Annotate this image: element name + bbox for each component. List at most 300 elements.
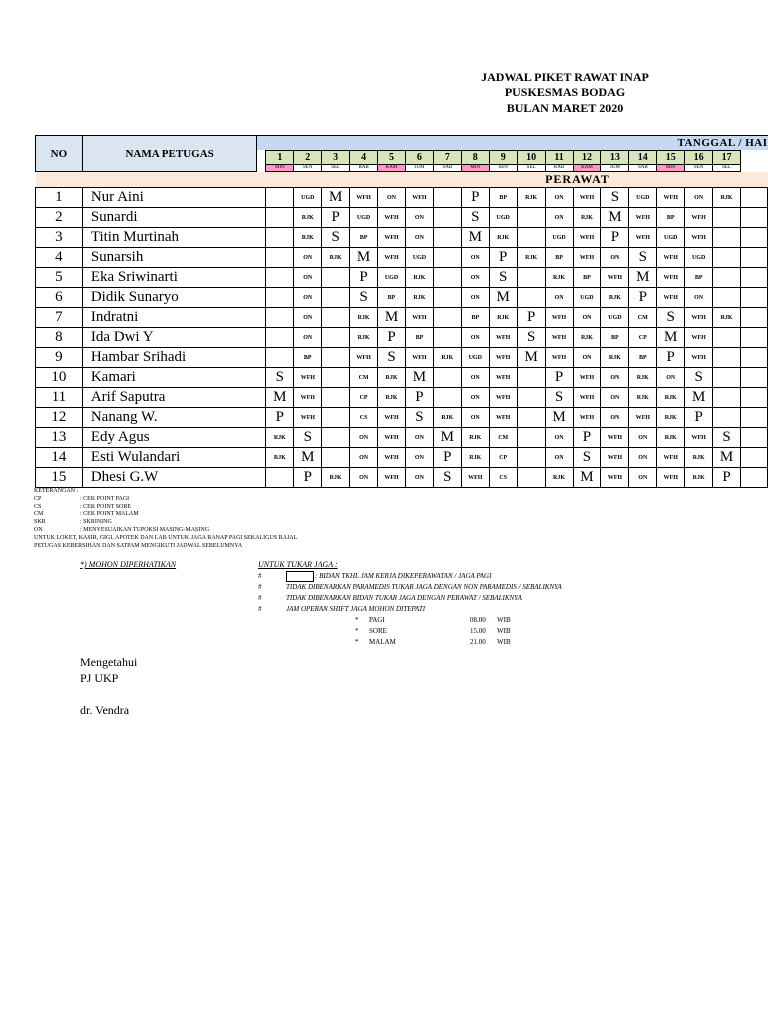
shift-cell: RJK bbox=[433, 348, 461, 368]
shift-cell: WFH bbox=[405, 348, 433, 368]
table-row bbox=[36, 308, 768, 328]
shift-cell: UGD bbox=[629, 188, 657, 208]
shift-cell: M bbox=[489, 288, 517, 308]
shift-cell: WFH bbox=[601, 428, 629, 448]
shift-cell: RJK bbox=[713, 188, 741, 208]
shift-name: PAGI bbox=[369, 616, 385, 624]
shift-cell bbox=[322, 328, 350, 348]
section-label-perawat: PERAWAT bbox=[545, 172, 767, 188]
shift-cell: UGD bbox=[601, 308, 629, 328]
shift-cell: M bbox=[573, 468, 601, 488]
shift-cell: WFH bbox=[378, 248, 406, 268]
trailing-cell bbox=[741, 308, 768, 328]
shift-cell: CS bbox=[489, 468, 517, 488]
shift-cell: P bbox=[685, 408, 713, 428]
shift-name: MALAM bbox=[369, 638, 396, 646]
notes-line-2: PETUGAS KEBERSIHAN DAN SATPAM MENGIKUTI JADWAL SEBELUMNYA bbox=[34, 542, 243, 549]
shift-cell: ON bbox=[601, 248, 629, 268]
clinic-name: PUSKESMAS BODAG bbox=[504, 85, 626, 99]
shift-cell: ON bbox=[294, 268, 322, 288]
shift-cell: UGD bbox=[461, 348, 489, 368]
shift-cell: WFH bbox=[405, 308, 433, 328]
shift-cell: UGD bbox=[405, 248, 433, 268]
spacer-cell bbox=[741, 151, 768, 165]
shift-cell bbox=[266, 348, 294, 368]
shift-cell: ON bbox=[629, 448, 657, 468]
shift-cell: S bbox=[601, 188, 629, 208]
day-number: 14 bbox=[629, 151, 657, 165]
legend-item bbox=[34, 527, 297, 535]
shift-cell: ON bbox=[350, 468, 378, 488]
shift-cell: P bbox=[461, 188, 489, 208]
shift-cell: WFH bbox=[350, 348, 378, 368]
table-row bbox=[36, 188, 768, 208]
legend-value: : MENYESUAIKAN TUPOKSI MASING-MASING bbox=[80, 526, 210, 533]
day-number: 5 bbox=[378, 151, 406, 165]
day-name: MIN bbox=[266, 165, 294, 172]
shift-cell: CM bbox=[629, 308, 657, 328]
shift-cell: M bbox=[378, 308, 406, 328]
shift-cell: WFH bbox=[294, 368, 322, 388]
table-row bbox=[36, 388, 768, 408]
day-number: 11 bbox=[545, 151, 573, 165]
shift-cell: UGD bbox=[489, 208, 517, 228]
shift-unit: WIB bbox=[497, 616, 511, 624]
shift-cell: ON bbox=[685, 188, 713, 208]
shift-cell: BP bbox=[545, 248, 573, 268]
shift-cell: RJK bbox=[573, 208, 601, 228]
shift-cell bbox=[266, 468, 294, 488]
shift-cell: M bbox=[629, 268, 657, 288]
shift-cell: RJK bbox=[489, 308, 517, 328]
shift-cell: ON bbox=[350, 448, 378, 468]
shift-cell bbox=[322, 388, 350, 408]
staff-name: Titin Murtinah bbox=[82, 228, 266, 248]
shift-cell: RJK bbox=[405, 268, 433, 288]
spacer-cell bbox=[257, 151, 266, 165]
shift-cell bbox=[266, 208, 294, 228]
shift-cell: WFH bbox=[573, 408, 601, 428]
table-row bbox=[36, 448, 768, 468]
shift-cell: BP bbox=[378, 288, 406, 308]
day-name: SEN bbox=[685, 165, 713, 172]
shift-cell: RJK bbox=[322, 248, 350, 268]
shift-cell: ON bbox=[461, 268, 489, 288]
shift-cell bbox=[433, 328, 461, 348]
shift-cell: P bbox=[601, 228, 629, 248]
shift-cell: BP bbox=[405, 328, 433, 348]
shift-cell: ON bbox=[405, 468, 433, 488]
shift-cell: BP bbox=[294, 348, 322, 368]
shift-cell bbox=[713, 228, 741, 248]
shift-cell: S bbox=[294, 428, 322, 448]
day-name: SEN bbox=[294, 165, 322, 172]
shift-cell: ON bbox=[573, 308, 601, 328]
trailing-cell bbox=[741, 268, 768, 288]
legend-item bbox=[34, 496, 297, 504]
day-name: MIN bbox=[461, 165, 489, 172]
column-header-name: NAMA PETUGAS bbox=[82, 136, 257, 172]
staff-name: Didik Sunaryo bbox=[82, 288, 266, 308]
day-number: 7 bbox=[433, 151, 461, 165]
shift-cell: BP bbox=[350, 228, 378, 248]
shift-cell: P bbox=[545, 368, 573, 388]
day-name: JUM bbox=[405, 165, 433, 172]
shift-cell: RJK bbox=[657, 388, 685, 408]
shift-cell: ON bbox=[601, 388, 629, 408]
shift-cell: RJK bbox=[378, 388, 406, 408]
swap-duty-heading: UNTUK TUKAR JAGA : bbox=[258, 560, 338, 569]
shift-cell bbox=[266, 228, 294, 248]
shift-cell: WFH bbox=[657, 468, 685, 488]
day-name: SAB bbox=[629, 165, 657, 172]
shift-time-row bbox=[355, 638, 517, 646]
staff-name: Nanang W. bbox=[82, 408, 266, 428]
shift-cell: ON bbox=[461, 328, 489, 348]
shift-cell: P bbox=[629, 288, 657, 308]
rule-item bbox=[258, 605, 425, 613]
column-header-tanggal: TANGGAL / HAI bbox=[257, 136, 768, 151]
trailing-cell bbox=[741, 188, 768, 208]
shift-cell: P bbox=[433, 448, 461, 468]
trailing-cell bbox=[741, 408, 768, 428]
shift-cell: RJK bbox=[461, 448, 489, 468]
shift-cell: WFH bbox=[629, 408, 657, 428]
staff-name: Indratni bbox=[82, 308, 266, 328]
day-number: 13 bbox=[601, 151, 629, 165]
staff-name: Arif Saputra bbox=[82, 388, 266, 408]
shift-cell: WFH bbox=[461, 468, 489, 488]
table-row bbox=[36, 368, 768, 388]
shift-cell: RJK bbox=[713, 308, 741, 328]
trailing-cell bbox=[741, 368, 768, 388]
shift-cell bbox=[433, 308, 461, 328]
shift-time: 21.00 bbox=[470, 638, 486, 646]
shift-cell: M bbox=[657, 328, 685, 348]
day-name: SEL bbox=[713, 165, 741, 172]
trailing-cell bbox=[741, 348, 768, 368]
day-number: 4 bbox=[350, 151, 378, 165]
shift-cell: WFH bbox=[378, 448, 406, 468]
shift-cell: WFH bbox=[685, 208, 713, 228]
row-number: 6 bbox=[36, 288, 83, 308]
shift-cell: RJK bbox=[657, 408, 685, 428]
shift-cell: ON bbox=[573, 348, 601, 368]
shift-cell: ON bbox=[405, 428, 433, 448]
shift-cell bbox=[713, 248, 741, 268]
shift-cell: WFH bbox=[489, 348, 517, 368]
shift-cell: ON bbox=[461, 288, 489, 308]
shift-time-row bbox=[355, 616, 517, 624]
day-number: 2 bbox=[294, 151, 322, 165]
shift-cell bbox=[322, 428, 350, 448]
shift-cell: M bbox=[350, 248, 378, 268]
shift-cell: P bbox=[350, 268, 378, 288]
shift-cell bbox=[713, 288, 741, 308]
shift-cell bbox=[322, 268, 350, 288]
trailing-cell bbox=[741, 208, 768, 228]
shift-cell bbox=[517, 388, 545, 408]
shift-cell: ON bbox=[657, 368, 685, 388]
shift-cell: WFH bbox=[573, 368, 601, 388]
day-name: SEL bbox=[322, 165, 350, 172]
notes-line-1: UNTUK LOKET, KASIR, GIGI, APOTEK DAN LAB UNTUK JAGA RANAP PAGI SEKALIGUS RAJAL bbox=[34, 534, 298, 541]
shift-cell: S bbox=[350, 288, 378, 308]
shift-cell: M bbox=[322, 188, 350, 208]
shift-cell: RJK bbox=[266, 428, 294, 448]
shift-cell bbox=[266, 268, 294, 288]
shift-name: SORE bbox=[369, 627, 387, 635]
trailing-cell bbox=[741, 388, 768, 408]
shift-cell: WFH bbox=[657, 188, 685, 208]
legend-value: : CEK POINT PAGI bbox=[80, 495, 130, 502]
column-header-no: NO bbox=[36, 136, 83, 172]
shift-cell: CS bbox=[350, 408, 378, 428]
shift-cell: WFH bbox=[573, 388, 601, 408]
shift-cell: WFH bbox=[545, 328, 573, 348]
day-number: 6 bbox=[405, 151, 433, 165]
shift-cell: RJK bbox=[685, 448, 713, 468]
shift-cell: RJK bbox=[489, 228, 517, 248]
shift-cell: CP bbox=[629, 328, 657, 348]
shift-cell bbox=[266, 188, 294, 208]
signature-acknowledged: Mengetahui bbox=[80, 655, 138, 669]
shift-cell: ON bbox=[461, 388, 489, 408]
shift-cell bbox=[713, 368, 741, 388]
table-row bbox=[36, 408, 768, 428]
shift-bullet: * bbox=[355, 616, 359, 624]
legend-key: CP bbox=[34, 495, 42, 502]
shift-cell: WFH bbox=[657, 288, 685, 308]
row-number: 1 bbox=[36, 188, 83, 208]
row-number: 8 bbox=[36, 328, 83, 348]
shift-cell: UGD bbox=[378, 268, 406, 288]
shift-cell bbox=[322, 448, 350, 468]
shift-unit: WIB bbox=[497, 627, 511, 635]
shift-cell: P bbox=[657, 348, 685, 368]
row-number: 5 bbox=[36, 268, 83, 288]
shift-cell: RJK bbox=[322, 468, 350, 488]
shift-cell: S bbox=[545, 388, 573, 408]
shift-cell: S bbox=[573, 448, 601, 468]
trailing-cell bbox=[741, 248, 768, 268]
shift-cell: RJK bbox=[378, 368, 406, 388]
legend-value: : CEK POINT SORE bbox=[80, 503, 132, 510]
shift-cell: WFH bbox=[350, 188, 378, 208]
legend-item bbox=[34, 504, 297, 512]
shift-cell: UGD bbox=[350, 208, 378, 228]
signature-name: dr. Vendra bbox=[80, 703, 130, 717]
shift-cell bbox=[322, 408, 350, 428]
shift-cell: RJK bbox=[350, 308, 378, 328]
shift-cell: RJK bbox=[573, 328, 601, 348]
legend-key: ON bbox=[34, 526, 43, 533]
row-number: 2 bbox=[36, 208, 83, 228]
shift-cell: WFH bbox=[629, 228, 657, 248]
staff-name: Eka Sriwinarti bbox=[82, 268, 266, 288]
shift-cell bbox=[433, 208, 461, 228]
shift-cell: WFH bbox=[685, 348, 713, 368]
day-number: 9 bbox=[489, 151, 517, 165]
shift-cell: WFH bbox=[601, 268, 629, 288]
shift-cell: WFH bbox=[405, 188, 433, 208]
shift-cell bbox=[322, 348, 350, 368]
shift-cell: RJK bbox=[629, 368, 657, 388]
day-name: SEN bbox=[489, 165, 517, 172]
rule-bullet: # bbox=[258, 605, 262, 613]
shift-time: 15.00 bbox=[470, 627, 486, 635]
shift-cell: RJK bbox=[601, 288, 629, 308]
row-number: 9 bbox=[36, 348, 83, 368]
shift-cell bbox=[713, 268, 741, 288]
shift-cell: WFH bbox=[685, 228, 713, 248]
shift-cell bbox=[322, 308, 350, 328]
row-number: 4 bbox=[36, 248, 83, 268]
staff-name: Dhesi G.W bbox=[82, 468, 266, 488]
legend-key: CM bbox=[34, 511, 44, 518]
shift-cell: P bbox=[294, 468, 322, 488]
shift-cell: UGD bbox=[294, 188, 322, 208]
day-name: KAM bbox=[573, 165, 601, 172]
shift-cell: RJK bbox=[266, 448, 294, 468]
shift-cell: S bbox=[629, 248, 657, 268]
shift-cell: RJK bbox=[517, 248, 545, 268]
shift-cell: WFH bbox=[545, 348, 573, 368]
day-number: 8 bbox=[461, 151, 489, 165]
shift-cell bbox=[517, 208, 545, 228]
shift-cell: WFH bbox=[657, 268, 685, 288]
shift-cell: RJK bbox=[405, 288, 433, 308]
row-number: 7 bbox=[36, 308, 83, 328]
rule-bullet: # bbox=[258, 594, 262, 602]
day-name: SAB bbox=[433, 165, 461, 172]
staff-name: Ida Dwi Y bbox=[82, 328, 266, 348]
rule-text: : BIDAN TKHL JAM KERJA DIKEPERAWATAN / JAGA PAGI bbox=[315, 572, 492, 581]
day-name: RAB bbox=[350, 165, 378, 172]
rule-text: TIDAK DIBENARKAN PARAMEDIS TUKAR JAGA DENGAN NON PARAMEDIS / SEBALIKNYA bbox=[286, 583, 562, 591]
rule-item bbox=[258, 571, 491, 582]
shift-cell: WFH bbox=[378, 208, 406, 228]
shift-bullet: * bbox=[355, 638, 359, 646]
shift-cell: WFH bbox=[294, 408, 322, 428]
shift-cell: M bbox=[545, 408, 573, 428]
shift-cell: ON bbox=[685, 288, 713, 308]
color-legend-box bbox=[286, 571, 314, 582]
shift-cell: RJK bbox=[601, 348, 629, 368]
shift-cell: ON bbox=[405, 208, 433, 228]
shift-cell: M bbox=[433, 428, 461, 448]
shift-cell: M bbox=[294, 448, 322, 468]
row-number: 15 bbox=[36, 468, 83, 488]
staff-name: Kamari bbox=[82, 368, 266, 388]
table-row bbox=[36, 248, 768, 268]
shift-cell bbox=[433, 248, 461, 268]
shift-cell: ON bbox=[545, 448, 573, 468]
shift-cell: UGD bbox=[573, 288, 601, 308]
notes-section bbox=[34, 488, 297, 550]
shift-cell bbox=[517, 268, 545, 288]
shift-cell: WFH bbox=[685, 428, 713, 448]
shift-cell: WFH bbox=[657, 448, 685, 468]
shift-cell: WFH bbox=[489, 328, 517, 348]
legend-item bbox=[34, 511, 297, 519]
shift-cell: S bbox=[713, 428, 741, 448]
day-number: 10 bbox=[517, 151, 545, 165]
shift-cell: S bbox=[405, 408, 433, 428]
shift-cell bbox=[266, 248, 294, 268]
trailing-cell bbox=[741, 448, 768, 468]
shift-cell: S bbox=[433, 468, 461, 488]
shift-cell: UGD bbox=[545, 228, 573, 248]
section-band bbox=[36, 172, 546, 188]
shift-unit: WIB bbox=[497, 638, 511, 646]
shift-cell: ON bbox=[350, 428, 378, 448]
shift-cell: S bbox=[266, 368, 294, 388]
rule-bullet: # bbox=[258, 572, 262, 581]
shift-cell bbox=[433, 188, 461, 208]
day-number: 12 bbox=[573, 151, 601, 165]
shift-cell bbox=[517, 468, 545, 488]
shift-cell bbox=[517, 368, 545, 388]
shift-cell: RJK bbox=[461, 428, 489, 448]
shift-cell: UGD bbox=[685, 248, 713, 268]
shift-cell: RJK bbox=[294, 228, 322, 248]
rule-text: TIDAK DIBENARKAN BIDAN TUKAR JAGA DENGAN PERAWAT / SEBALIKNYA bbox=[286, 594, 522, 602]
shift-cell: WFH bbox=[601, 468, 629, 488]
attention-note: *) MOHON DIPERHATIKAN bbox=[80, 560, 177, 569]
legend-key: CS bbox=[34, 503, 42, 510]
shift-cell: ON bbox=[629, 468, 657, 488]
table-row bbox=[36, 468, 768, 488]
shift-cell: ON bbox=[545, 288, 573, 308]
shift-cell: P bbox=[322, 208, 350, 228]
staff-name: Sunarsih bbox=[82, 248, 266, 268]
shift-cell: WFH bbox=[601, 448, 629, 468]
shift-cell: RJK bbox=[685, 468, 713, 488]
shift-cell: WFH bbox=[378, 228, 406, 248]
shift-cell: P bbox=[713, 468, 741, 488]
shift-cell: ON bbox=[461, 368, 489, 388]
shift-cell bbox=[713, 408, 741, 428]
shift-cell: CM bbox=[489, 428, 517, 448]
schedule-table bbox=[35, 135, 768, 488]
day-number: 16 bbox=[685, 151, 713, 165]
shift-cell: P bbox=[405, 388, 433, 408]
shift-cell bbox=[433, 268, 461, 288]
shift-cell: ON bbox=[294, 248, 322, 268]
rule-text: JAM OPERAN SHIFT JAGA MOHON DITEPATI bbox=[286, 605, 426, 613]
table-row bbox=[36, 208, 768, 228]
shift-cell: ON bbox=[629, 428, 657, 448]
row-number: 14 bbox=[36, 448, 83, 468]
shift-cell bbox=[433, 388, 461, 408]
staff-name: Hambar Srihadi bbox=[82, 348, 266, 368]
shift-cell bbox=[322, 368, 350, 388]
trailing-cell bbox=[741, 288, 768, 308]
shift-cell: RJK bbox=[433, 408, 461, 428]
shift-cell: RJK bbox=[629, 388, 657, 408]
day-number: 1 bbox=[266, 151, 294, 165]
row-number: 10 bbox=[36, 368, 83, 388]
rule-bullet: # bbox=[258, 583, 262, 591]
shift-cell: S bbox=[489, 268, 517, 288]
shift-cell: BP bbox=[461, 308, 489, 328]
day-name: KAM bbox=[378, 165, 406, 172]
shift-cell: WFH bbox=[489, 408, 517, 428]
staff-name: Sunardi bbox=[82, 208, 266, 228]
shift-cell bbox=[517, 448, 545, 468]
shift-cell: WFH bbox=[685, 328, 713, 348]
